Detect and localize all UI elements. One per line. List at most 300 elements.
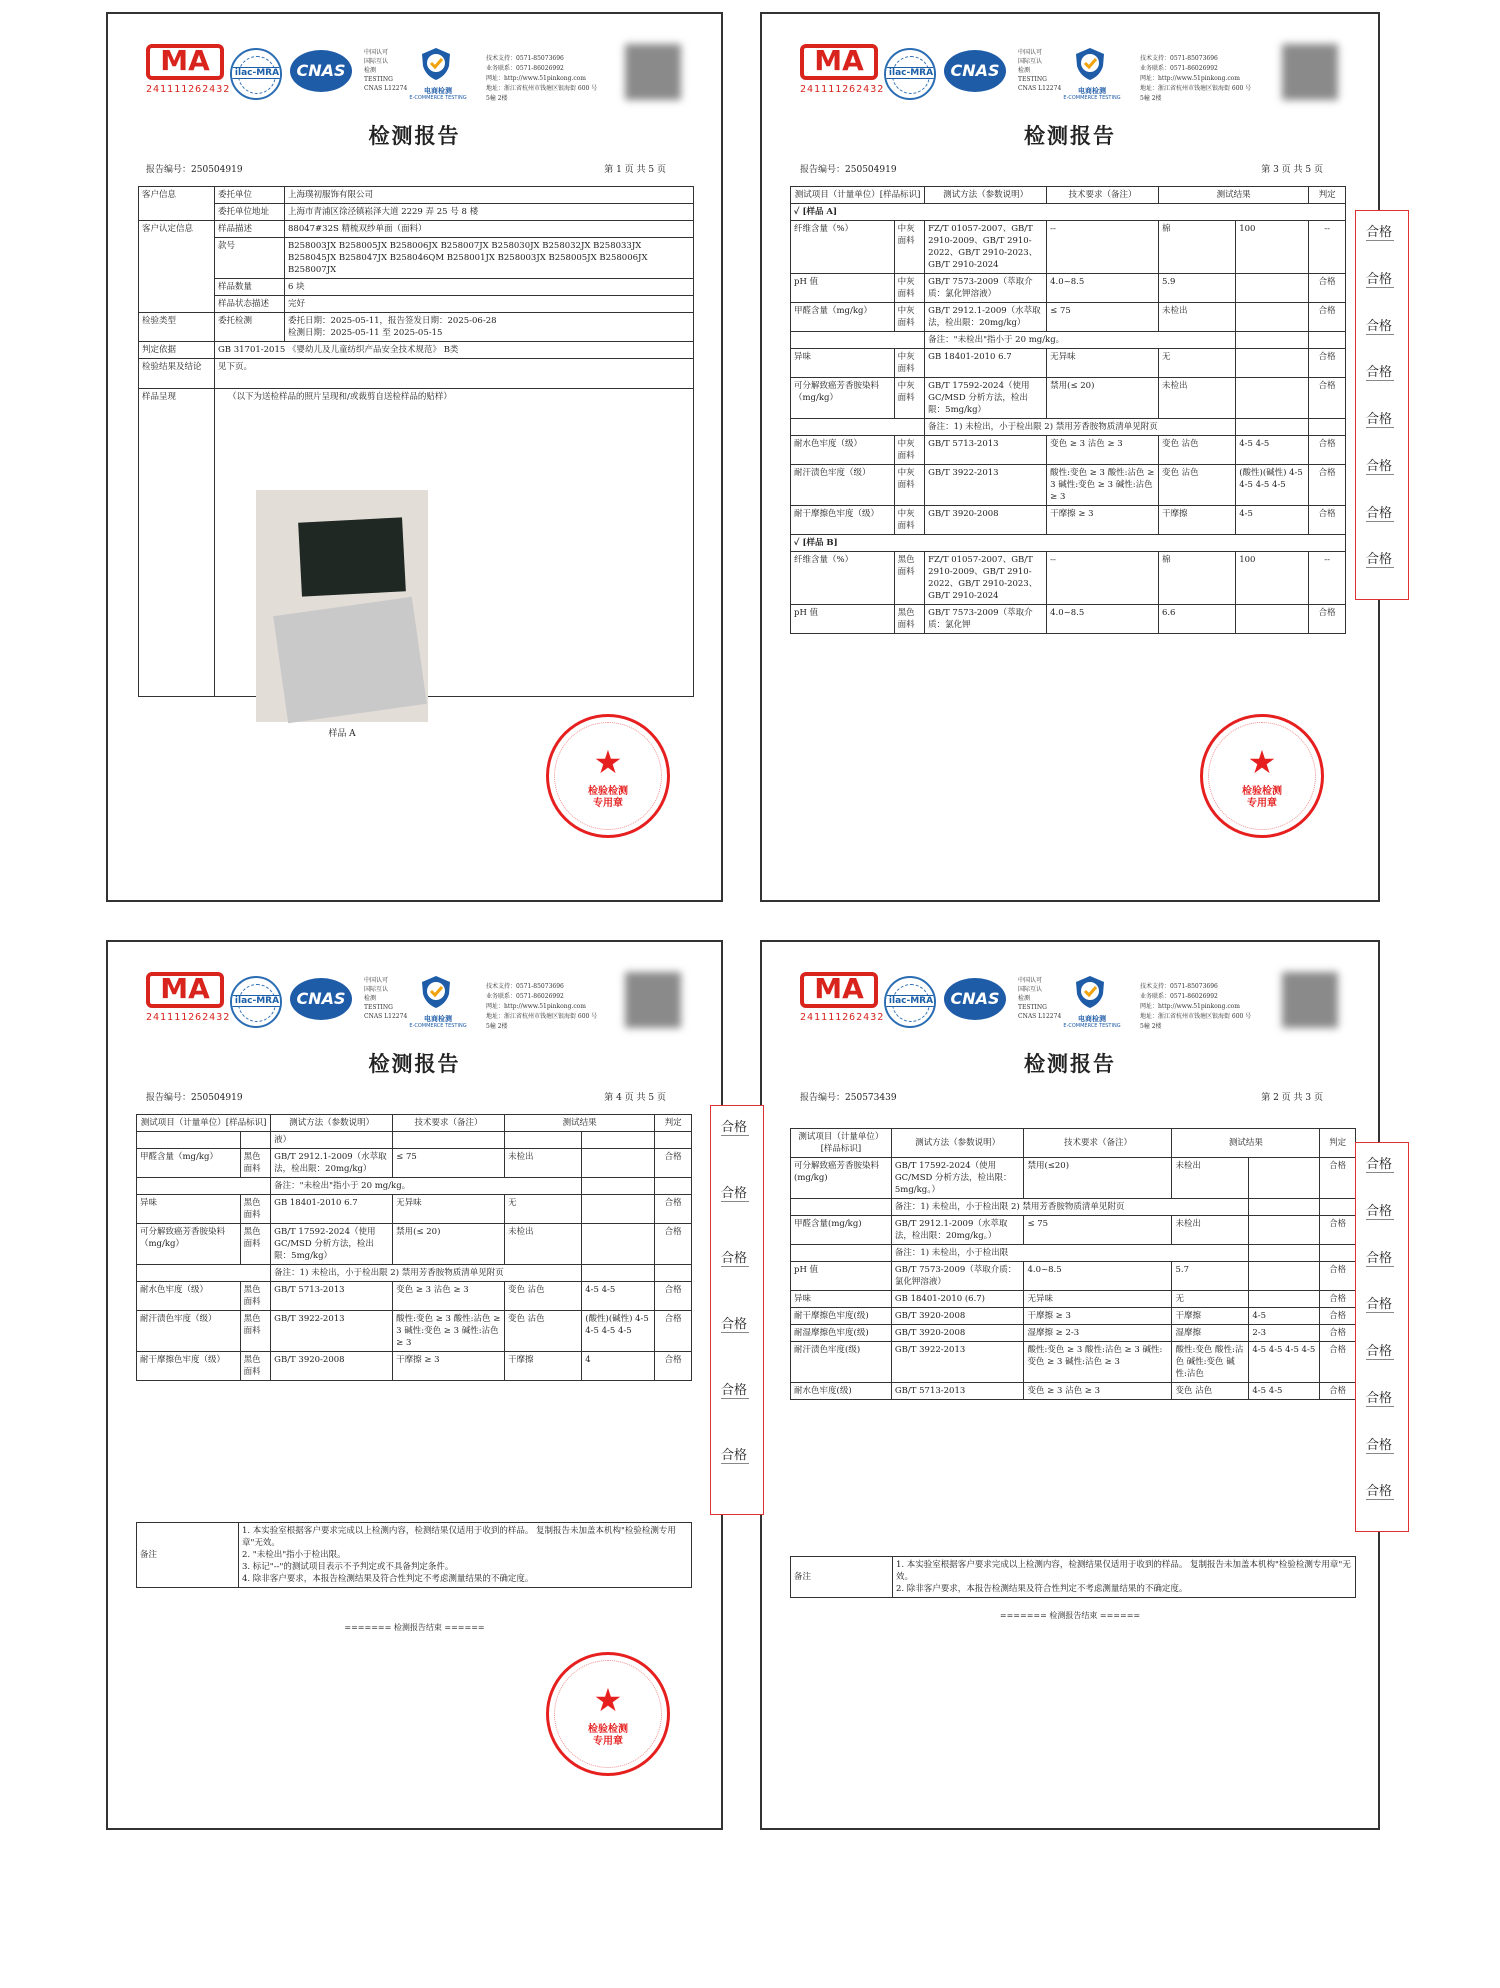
- contact-line: 网址：http://www.51pinkong.com: [486, 75, 586, 82]
- requirement: 酸性:变色 ≥ 3 酸性:沾色 ≥ 3 碱性:变色 ≥ 3 碱性:沾色 ≥ 3: [393, 1311, 505, 1352]
- sample-part: 黑色面料: [240, 1311, 270, 1352]
- result-value: 4-5 4-5: [1236, 436, 1309, 465]
- note-cell: 备注："未检出"指小于 20 mg/kg。: [925, 332, 1236, 349]
- dates-line: 检测日期：2025-05-11 至 2025-05-15: [288, 328, 443, 338]
- cnas-text: CNAS: [950, 61, 1000, 80]
- value-cell: 88047#32S 精梳双纱单面（面料）: [285, 221, 694, 238]
- table-row: [791, 1245, 1356, 1262]
- table-row: [791, 419, 1346, 436]
- table-row: [791, 465, 1346, 506]
- result-value: 4-5 4-5: [1249, 1383, 1320, 1400]
- test-method: GB/T 2912.1-2009（水萃取法，检出限：20mg/kg。）: [891, 1216, 1024, 1245]
- requirement: 4.0~8.5: [1047, 274, 1159, 303]
- test-method: GB/T 17592-2024（使用 GC/MSD 分析方法，检出限：5mg/kg）: [925, 378, 1047, 419]
- contact-info: [1140, 982, 1270, 1032]
- e-commerce-en: E-COMMERCE TESTING: [409, 1023, 467, 1029]
- cnas-text: CNAS: [296, 61, 346, 80]
- judgement: 合格: [655, 1311, 692, 1352]
- table-cell: [1309, 332, 1346, 349]
- result-label: 无: [504, 1195, 581, 1224]
- verdict-label: 合格: [1366, 1387, 1394, 1407]
- judgement: 合格: [1320, 1291, 1356, 1308]
- e-commerce-name: 电商检测: [1078, 87, 1106, 95]
- sample-part: [240, 1132, 270, 1149]
- requirement: --: [1047, 221, 1159, 274]
- test-method: GB/T 3920-2008: [891, 1325, 1024, 1342]
- result-label: 未检出: [504, 1224, 581, 1265]
- table-cell: [137, 1265, 271, 1282]
- table-row: [137, 1352, 692, 1381]
- judgement: 合格: [1320, 1383, 1356, 1400]
- requirement: 禁用(≤ 20): [393, 1224, 505, 1265]
- contact-info: [486, 54, 616, 104]
- ilac-label: ilac-MRA: [230, 995, 282, 1007]
- remarks-label: 备注: [791, 1557, 893, 1598]
- value-cell: 上海璞初服饰有限公司: [285, 187, 694, 204]
- table-row: [791, 605, 1346, 634]
- result-label: 变色 沾色: [1158, 436, 1235, 465]
- sample-part: 中灰面料: [894, 436, 924, 465]
- contact-line: 5幢 2楼: [486, 95, 508, 102]
- table-cell: [582, 1265, 655, 1282]
- remarks-cell: [893, 1557, 1356, 1598]
- e-commerce-shield-icon: [1072, 974, 1108, 1010]
- report-number-value: 250504919: [191, 1093, 243, 1103]
- judgement: 合格: [1320, 1216, 1356, 1245]
- test-method: GB/T 17592-2024（使用 GC/MSD 分析方法，检出限：5mg/kg）: [271, 1224, 393, 1265]
- result-label: 未检出: [1158, 303, 1235, 332]
- table-header-row: [791, 187, 1346, 204]
- table-cell: [582, 1178, 655, 1195]
- dark-fabric-swatch: [298, 517, 406, 596]
- result-label: 干摩擦: [1172, 1308, 1249, 1325]
- sample-part: 黑色面料: [240, 1282, 270, 1311]
- remark-line: 2. "未检出"指小于检出限。: [242, 1550, 346, 1560]
- test-item: pH 值: [791, 1262, 892, 1291]
- judgement: 合格: [1309, 506, 1346, 535]
- table-row: [791, 506, 1346, 535]
- label-cell: 委托单位: [215, 187, 285, 204]
- report-title: 检测报告: [368, 123, 461, 148]
- approval-line: 国际互认: [1018, 58, 1043, 65]
- contact-line: 网址：http://www.51pinkong.com: [1140, 75, 1240, 82]
- verdict-label: 合格: [721, 1444, 749, 1464]
- test-results-table: [136, 1114, 692, 1381]
- qr-code: [1282, 44, 1338, 100]
- contact-line: 地址：浙江省杭州市钱塘区银海街 600 号: [486, 1013, 598, 1020]
- table-row: [791, 1325, 1356, 1342]
- column-header: 判定: [655, 1115, 692, 1132]
- report-title: 检测报告: [1024, 1051, 1116, 1076]
- table-cell: [1236, 419, 1309, 436]
- cnas-logo: [944, 978, 1006, 1020]
- note-cell: 备注：1) 未检出，小于检出限: [891, 1245, 1249, 1262]
- table-row: [791, 1158, 1356, 1199]
- test-results-table: [790, 186, 1346, 634]
- result-value: [582, 1195, 655, 1224]
- report-number: [146, 1090, 243, 1103]
- ma-number: 241111262432: [800, 84, 885, 95]
- contact-line: 技术支持：0571-85073696: [1140, 55, 1218, 62]
- test-item: 甲醛含量（mg/kg）: [791, 303, 895, 332]
- column-header: 技术要求（备注）: [1024, 1129, 1172, 1158]
- contact-line: 技术支持：0571-85073696: [486, 983, 564, 990]
- test-item: 异味: [791, 349, 895, 378]
- table-row: [137, 1282, 692, 1311]
- approval-line: 中国认可: [364, 49, 389, 56]
- report-page-3: [760, 12, 1380, 902]
- result-label: 棉: [1158, 221, 1235, 274]
- contact-info: [1140, 54, 1270, 104]
- remarks-table: [790, 1556, 1356, 1598]
- contact-line: 5幢 2楼: [486, 1023, 508, 1030]
- verdict-callout: [1355, 1142, 1409, 1532]
- result-label: 变色 沾色: [504, 1282, 581, 1311]
- report-title: 检测报告: [1024, 123, 1116, 148]
- ma-logo: [146, 44, 231, 99]
- report-page-1: [106, 12, 723, 902]
- ma-logo-text: MA: [814, 44, 864, 77]
- column-header: 测试结果: [504, 1115, 654, 1132]
- approval-line: CNAS L12274: [1018, 1013, 1062, 1020]
- sample-section-label: ✓ [样品 B]: [791, 535, 1346, 552]
- sample-section-label: ✓ [样品 A]: [791, 204, 1346, 221]
- sample-part: 中灰面料: [894, 465, 924, 506]
- sample-photo: [256, 490, 428, 722]
- requirement: --: [1047, 552, 1159, 605]
- sample-part: 中灰面料: [894, 378, 924, 419]
- verdict-label: 合格: [1366, 361, 1394, 381]
- report-number: [800, 162, 897, 175]
- requirement: 变色 ≥ 3 沾色 ≥ 3: [393, 1282, 505, 1311]
- requirement: 干摩擦 ≥ 3: [1024, 1308, 1172, 1325]
- requirement: 禁用(≤ 20): [1047, 378, 1159, 419]
- sample-part: 中灰面料: [894, 349, 924, 378]
- report-header: [108, 942, 721, 1052]
- value-cell: 完好: [285, 296, 694, 313]
- value-cell: [285, 313, 694, 342]
- result-label: 未检出: [1172, 1216, 1249, 1245]
- table-row: [139, 296, 694, 313]
- label-cell: 检验类型: [139, 313, 215, 342]
- requirement: 无异味: [1047, 349, 1159, 378]
- approval-line: 中国认可: [1018, 49, 1043, 56]
- ilac-label: ilac-MRA: [884, 995, 936, 1007]
- table-cell: [655, 1265, 692, 1282]
- column-header: 测试项目（计量单位）[样品标识]: [791, 187, 925, 204]
- sample-part: 黑色面料: [240, 1195, 270, 1224]
- judgement: 合格: [1309, 378, 1346, 419]
- requirement: 湿摩擦 ≥ 2-3: [1024, 1325, 1172, 1342]
- table-row: [791, 274, 1346, 303]
- test-method: GB 18401-2010 (6.7): [891, 1291, 1024, 1308]
- result-value: (酸性)(碱性) 4-5 4-5 4-5 4-5: [582, 1311, 655, 1352]
- requirement: 变色 ≥ 3 沾色 ≥ 3: [1047, 436, 1159, 465]
- result-value: 4-5: [1236, 506, 1309, 535]
- table-row: [791, 1291, 1356, 1308]
- verdict-callout: [1355, 210, 1409, 600]
- approval-line: 检测: [364, 67, 377, 74]
- remark-line: 2. 除非客户要求，本报告检测结果及符合性判定不考虑测量结果的不确定度。: [896, 1584, 1188, 1594]
- test-method: GB/T 17592-2024（使用 GC/MSD 分析方法，检出限：5mg/kg。）: [891, 1158, 1024, 1199]
- table-row: [139, 359, 694, 389]
- report-title: 检测报告: [368, 1051, 461, 1076]
- requirement: ≤ 75: [393, 1149, 505, 1178]
- test-item: 纤维含量（%）: [791, 552, 895, 605]
- contact-info: [486, 982, 616, 1032]
- e-commerce-en: E-COMMERCE TESTING: [1063, 1023, 1121, 1029]
- seal-line: 检验检测: [588, 1724, 628, 1735]
- seal-line: 检验检测: [588, 786, 628, 797]
- verdict-label: 合格: [1366, 268, 1394, 288]
- report-page-2: [760, 940, 1380, 1830]
- approval-line: CNAS L12274: [364, 1013, 408, 1020]
- judgement: 合格: [655, 1282, 692, 1311]
- test-item: 异味: [791, 1291, 892, 1308]
- value-cell: 6 块: [285, 279, 694, 296]
- result-label: 无: [1158, 349, 1235, 378]
- label-cell: 样品状态描述: [215, 296, 285, 313]
- report-header: [762, 942, 1378, 1052]
- test-method: GB/T 5713-2013: [891, 1383, 1024, 1400]
- table-row: [791, 378, 1346, 419]
- seal-star-icon: ★: [593, 743, 623, 781]
- label-cell: 客户认定信息: [139, 221, 215, 313]
- requirement: 无异味: [1024, 1291, 1172, 1308]
- requirement: 干摩擦 ≥ 3: [1047, 506, 1159, 535]
- result-value: 4-5: [1249, 1308, 1320, 1325]
- ma-logo-text: MA: [160, 44, 210, 77]
- result-value: 4: [582, 1352, 655, 1381]
- table-row: [139, 313, 694, 342]
- table-cell: [1309, 419, 1346, 436]
- sample-note: （以下为送检样品的照片呈现和/或裁剪自送检样品的贴样）: [228, 392, 452, 402]
- value-cell: B258003JX B258005JX B258006JX B258007JX B258030JX B258032JX B258033JX B258045JX B258047JX B258046QM B258001JX B258003JX B258005JX B258006JX B258007JX: [285, 238, 694, 279]
- approval-line: 国际互认: [364, 58, 389, 65]
- judgement: 合格: [1320, 1308, 1356, 1325]
- report-number-value: 250504919: [845, 165, 897, 175]
- e-commerce-shield-icon: [418, 46, 454, 82]
- approval-line: CNAS L12274: [364, 85, 408, 92]
- result-label: 变色 沾色: [1158, 465, 1235, 506]
- note-cell: 备注："未检出"指小于 20 mg/kg。: [271, 1178, 582, 1195]
- table-cell: [791, 1245, 892, 1262]
- judgement: [655, 1132, 692, 1149]
- note-cell: 备注：1) 未检出，小于检出限 2) 禁用芳香胺物质清单见附页: [271, 1265, 582, 1282]
- table-row: [791, 204, 1346, 221]
- page-number: 第 4 页 共 5 页: [604, 1093, 666, 1103]
- approval-line: 中国认可: [364, 977, 389, 984]
- test-method: GB/T 3922-2013: [891, 1342, 1024, 1383]
- table-row: [791, 1199, 1356, 1216]
- report-number-label: 报告编号：: [146, 1093, 192, 1103]
- verdict-label: 合格: [721, 1313, 749, 1333]
- label-cell: 样品呈现: [139, 389, 215, 697]
- requirement: 4.0~8.5: [1024, 1262, 1172, 1291]
- official-seal: [546, 1652, 670, 1776]
- column-header: 技术要求（备注）: [1047, 187, 1159, 204]
- test-item: 耐汗渍色牢度（级）: [791, 465, 895, 506]
- contact-line: 业务联系：0571-86026992: [486, 993, 564, 1000]
- column-header: 测试项目（计量单位）[样品标识]: [791, 1129, 892, 1158]
- test-item: 耐汗渍色牢度(级): [791, 1342, 892, 1383]
- table-row: [139, 238, 694, 279]
- e-commerce-name: 电商检测: [424, 87, 452, 95]
- test-item: 甲醛含量(mg/kg): [791, 1216, 892, 1245]
- result-value: [1249, 1291, 1320, 1308]
- test-method: GB/T 3920-2008: [891, 1308, 1024, 1325]
- column-header: 测试结果: [1172, 1129, 1320, 1158]
- seal-text: [570, 1724, 646, 1748]
- label-cell: 委托单位地址: [215, 204, 285, 221]
- ma-number: 241111262432: [800, 1012, 885, 1023]
- verdict-callout: [710, 1105, 764, 1515]
- test-method: GB 18401-2010 6.7: [271, 1195, 393, 1224]
- sample-part: 中灰面料: [894, 303, 924, 332]
- contact-line: 地址：浙江省杭州市钱塘区银海街 600 号: [486, 85, 598, 92]
- table-row: [137, 1311, 692, 1352]
- label-cell: 样品描述: [215, 221, 285, 238]
- test-method: GB/T 2912.1-2009（水萃取法，检出限：20mg/kg）: [271, 1149, 393, 1178]
- label-cell: 样品数量: [215, 279, 285, 296]
- verdict-label: 合格: [1366, 221, 1394, 241]
- sample-part: 黑色面料: [894, 605, 924, 634]
- label-cell: 款号: [215, 238, 285, 279]
- report-number-label: 报告编号：: [800, 165, 846, 175]
- column-header: 判定: [1320, 1129, 1356, 1158]
- table-cell: [1249, 1199, 1320, 1216]
- contact-line: 业务联系：0571-86026992: [1140, 65, 1218, 72]
- sample-part: 中灰面料: [894, 221, 924, 274]
- judgement: 合格: [1320, 1342, 1356, 1383]
- qr-code: [625, 972, 681, 1028]
- cnas-text: CNAS: [950, 989, 1000, 1008]
- test-item: pH 值: [791, 274, 895, 303]
- table-cell: [791, 1199, 892, 1216]
- e-commerce-en: E-COMMERCE TESTING: [1063, 95, 1121, 101]
- table-row: [137, 1523, 692, 1588]
- report-page-4: [106, 940, 723, 1830]
- ilac-mra-logo: [884, 48, 936, 100]
- official-seal: [1200, 714, 1324, 838]
- result-label: 干摩擦: [1158, 506, 1235, 535]
- cnas-logo: [944, 50, 1006, 92]
- page-number: 第 3 页 共 5 页: [1261, 165, 1323, 175]
- table-row: [791, 1308, 1356, 1325]
- seal-line: 专用章: [1247, 798, 1277, 809]
- approval-line: TESTING: [1018, 76, 1047, 83]
- table-row: [791, 552, 1346, 605]
- approval-line: TESTING: [364, 1004, 393, 1011]
- cnas-logo: [290, 50, 352, 92]
- requirement: 变色 ≥ 3 沾色 ≥ 3: [1024, 1383, 1172, 1400]
- result-value: 100: [1236, 221, 1309, 274]
- result-value: [1236, 605, 1309, 634]
- report-header: [108, 14, 721, 124]
- sample-part: 中灰面料: [894, 506, 924, 535]
- label-cell: 检验结果及结论: [139, 359, 215, 389]
- result-value: 100: [1236, 552, 1309, 605]
- column-header: 判定: [1309, 187, 1346, 204]
- result-value: [1236, 274, 1309, 303]
- test-item: 可分解致癌芳香胺染料（mg/kg）: [791, 378, 895, 419]
- table-row: [791, 349, 1346, 378]
- test-item: 耐水色牢度(级): [791, 1383, 892, 1400]
- note-cell: 备注：1) 未检出，小于检出限 2) 禁用芳香胺物质清单见附页: [925, 419, 1236, 436]
- approval-line: 检测: [1018, 995, 1031, 1002]
- result-value: [1249, 1262, 1320, 1291]
- dates-line: 委托日期：2025-05-11，报告签发日期：2025-06-28: [288, 316, 497, 326]
- e-commerce-shield-icon: [418, 974, 454, 1010]
- page-number: 第 2 页 共 3 页: [1261, 1093, 1323, 1103]
- result-label: 6.6: [1158, 605, 1235, 634]
- result-label: 未检出: [1172, 1158, 1249, 1199]
- label-cell: 判定依据: [139, 342, 215, 359]
- table-row: [791, 436, 1346, 465]
- verdict-label: 合格: [721, 1116, 749, 1136]
- result-label: 干摩擦: [504, 1352, 581, 1381]
- judgement: 合格: [1320, 1158, 1356, 1199]
- table-row: [791, 303, 1346, 332]
- test-item: 耐干摩擦色牢度（级）: [137, 1352, 241, 1381]
- official-seal: [546, 714, 670, 838]
- test-item: 甲醛含量（mg/kg）: [137, 1149, 241, 1178]
- ma-logo-text: MA: [160, 972, 210, 1005]
- requirement: 酸性:变色 ≥ 3 酸性:沾色 ≥ 3 碱性:变色 ≥ 3 碱性:沾色 ≥ 3: [1024, 1342, 1172, 1383]
- sample-part: 黑色面料: [240, 1352, 270, 1381]
- requirement: 酸性:变色 ≥ 3 酸性:沾色 ≥ 3 碱性:变色 ≥ 3 碱性:沾色 ≥ 3: [1047, 465, 1159, 506]
- table-row: [791, 1216, 1356, 1245]
- contact-line: 地址：浙江省杭州市钱塘区银海街 600 号: [1140, 1013, 1252, 1020]
- table-row: [137, 1265, 692, 1282]
- remark-line: 3. 标记"--"的测试项目表示不予判定或不具备判定条件。: [242, 1562, 454, 1572]
- report-number-label: 报告编号：: [146, 165, 192, 175]
- judgement: 合格: [655, 1224, 692, 1265]
- result-label: 未检出: [1158, 378, 1235, 419]
- approval-line: 中国认可: [1018, 977, 1043, 984]
- result-value: (酸性)(碱性) 4-5 4-5 4-5 4-5: [1236, 465, 1309, 506]
- remark-line: 4. 除非客户要求，本报告检测结果及符合性判定不考虑测量结果的不确定度。: [242, 1574, 534, 1584]
- requirement: 禁用(≤20): [1024, 1158, 1172, 1199]
- test-method: GB/T 7573-2009（萃取介质：氯化钾: [925, 605, 1047, 634]
- test-method: GB/T 2912.1-2009（水萃取法，检出限：20mg/kg）: [925, 303, 1047, 332]
- result-value: [1236, 349, 1309, 378]
- test-method: GB/T 3922-2013: [271, 1311, 393, 1352]
- result-value: [1249, 1216, 1320, 1245]
- label-cell: 委托检测: [215, 313, 285, 342]
- ilac-mra-logo: [230, 976, 282, 1028]
- table-cell: [791, 332, 925, 349]
- verdict-label: 合格: [1366, 502, 1394, 522]
- test-item: 耐湿摩擦色牢度(级): [791, 1325, 892, 1342]
- result-label: 棉: [1158, 552, 1235, 605]
- test-item: 耐干摩擦色牢度（级）: [791, 506, 895, 535]
- sample-part: 黑色面料: [240, 1224, 270, 1265]
- result-label: 5.7: [1172, 1262, 1249, 1291]
- result-value: [1236, 303, 1309, 332]
- table-row: [139, 279, 694, 296]
- page-number: 第 1 页 共 5 页: [604, 165, 666, 175]
- requirement: 干摩擦 ≥ 3: [393, 1352, 505, 1381]
- test-item: 耐水色牢度（级）: [791, 436, 895, 465]
- contact-line: 技术支持：0571-85073696: [1140, 983, 1218, 990]
- judgement: 合格: [655, 1149, 692, 1178]
- judgement: 合格: [1309, 303, 1346, 332]
- test-method: FZ/T 01057-2007、GB/T 2910-2009、GB/T 2910-2022、GB/T 2910-2023、GB/T 2910-2024: [925, 552, 1047, 605]
- result-value: 4-5 4-5: [582, 1282, 655, 1311]
- label-cell: 客户信息: [139, 187, 215, 221]
- result-label: 无: [1172, 1291, 1249, 1308]
